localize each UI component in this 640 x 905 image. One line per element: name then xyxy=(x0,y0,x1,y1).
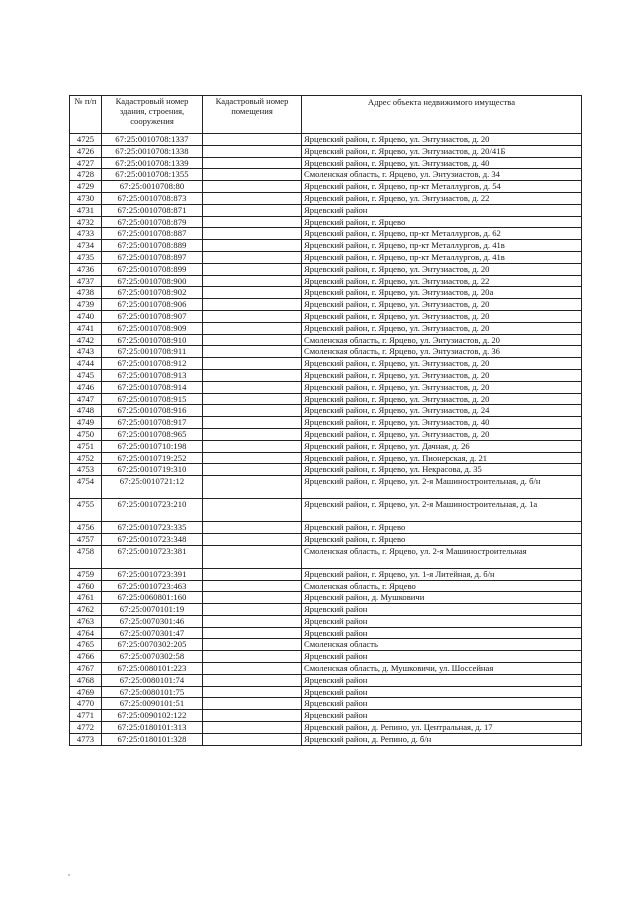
row-address: Ярцевский район, г. Ярцево, ул. Энтузиастов, д. 20 xyxy=(302,299,582,311)
table-row xyxy=(70,393,582,405)
kad-building-number: 67:25:0010708:910 xyxy=(102,334,203,346)
table-row xyxy=(70,216,582,228)
header-kad-room: Кадастровый номер помещения xyxy=(203,96,302,134)
row-address: Смоленская область, г. Ярцево, ул. Энтузиастов, д. 20 xyxy=(302,334,582,346)
row-number: 4761 xyxy=(70,592,102,604)
kad-building-number: 67:25:0080101:223 xyxy=(102,663,203,675)
table-row xyxy=(70,358,582,370)
row-number: 4730 xyxy=(70,192,102,204)
kad-room-number xyxy=(203,452,302,464)
table-row xyxy=(70,533,582,545)
row-address: Ярцевский район, г. Ярцево xyxy=(302,533,582,545)
kad-room-number xyxy=(203,580,302,592)
row-number: 4759 xyxy=(70,568,102,580)
property-register-table xyxy=(69,95,582,746)
table-row xyxy=(70,476,582,499)
kad-building-number: 67:25:0010708:900 xyxy=(102,275,203,287)
table-row xyxy=(70,228,582,240)
row-number: 4732 xyxy=(70,216,102,228)
kad-room-number xyxy=(203,275,302,287)
table-row xyxy=(70,639,582,651)
kad-room-number xyxy=(203,310,302,322)
row-number: 4736 xyxy=(70,263,102,275)
kad-building-number: 67:25:0010708:1338 xyxy=(102,145,203,157)
row-address: Ярцевский район, д. Репино, д. б/н xyxy=(302,733,582,745)
row-number: 4764 xyxy=(70,627,102,639)
kad-room-number xyxy=(203,722,302,734)
row-address: Ярцевский район, д. Репино, ул. Центральная, д. 17 xyxy=(302,722,582,734)
table-row xyxy=(70,157,582,169)
kad-room-number xyxy=(203,240,302,252)
kad-building-number: 67:25:0010708:906 xyxy=(102,299,203,311)
kad-building-number: 67:25:0010708:965 xyxy=(102,428,203,440)
kad-building-number: 67:25:0010708:907 xyxy=(102,310,203,322)
kad-room-number xyxy=(203,627,302,639)
row-number: 4746 xyxy=(70,381,102,393)
kad-building-number: 67:25:0090101:51 xyxy=(102,698,203,710)
table-row xyxy=(70,615,582,627)
kad-room-number xyxy=(203,710,302,722)
row-number: 4757 xyxy=(70,533,102,545)
row-number: 4748 xyxy=(70,405,102,417)
kad-room-number xyxy=(203,674,302,686)
row-number: 4773 xyxy=(70,733,102,745)
kad-building-number: 67:25:0010708:916 xyxy=(102,405,203,417)
table-row xyxy=(70,299,582,311)
row-address: Ярцевский район, г. Ярцево, ул. Энтузиастов, д. 20 xyxy=(302,263,582,275)
table-row xyxy=(70,263,582,275)
row-number: 4766 xyxy=(70,651,102,663)
header-num: № п/п xyxy=(70,96,102,134)
header-address: Адрес объекта недвижимого имущества xyxy=(302,96,582,134)
row-address: Ярцевский район, г. Ярцево, ул. Энтузиастов, д. 22 xyxy=(302,192,582,204)
kad-room-number xyxy=(203,651,302,663)
row-number: 4767 xyxy=(70,663,102,675)
table-row xyxy=(70,663,582,675)
row-address: Ярцевский район, г. Ярцево, ул. 2-я Машиностроительная, д. 1а xyxy=(302,499,582,522)
row-number: 4739 xyxy=(70,299,102,311)
kad-room-number xyxy=(203,733,302,745)
kad-room-number xyxy=(203,157,302,169)
table-row xyxy=(70,627,582,639)
row-address: Ярцевский район, г. Ярцево, пр-кт Металлургов, д. 41в xyxy=(302,240,582,252)
row-number: 4728 xyxy=(70,169,102,181)
row-number: 4743 xyxy=(70,346,102,358)
kad-building-number: 67:25:0010723:335 xyxy=(102,522,203,534)
kad-room-number xyxy=(203,145,302,157)
kad-building-number: 67:25:0010710:198 xyxy=(102,440,203,452)
kad-building-number: 67:25:0010708:909 xyxy=(102,322,203,334)
kad-room-number xyxy=(203,440,302,452)
row-number: 4731 xyxy=(70,204,102,216)
row-address: Ярцевский район, г. Ярцево, ул. Энтузиастов, д. 20 xyxy=(302,369,582,381)
row-address: Ярцевский район, г. Ярцево, ул. Энтузиастов, д. 40 xyxy=(302,417,582,429)
row-address: Ярцевский район, г. Ярцево xyxy=(302,522,582,534)
kad-room-number xyxy=(203,615,302,627)
kad-room-number xyxy=(203,169,302,181)
kad-building-number: 67:25:0070101:19 xyxy=(102,604,203,616)
row-address: Ярцевский район, г. Ярцево, ул. Дачная, д. 26 xyxy=(302,440,582,452)
table-row xyxy=(70,452,582,464)
row-address: Ярцевский район, г. Ярцево, ул. Энтузиастов, д. 20 xyxy=(302,393,582,405)
row-number: 4727 xyxy=(70,157,102,169)
kad-room-number xyxy=(203,346,302,358)
table-row xyxy=(70,686,582,698)
table-row xyxy=(70,651,582,663)
kad-room-number xyxy=(203,428,302,440)
row-address: Ярцевский район, г. Ярцево, пр-кт Металлургов, д. 54 xyxy=(302,181,582,193)
kad-building-number: 67:25:0010723:210 xyxy=(102,499,203,522)
kad-room-number xyxy=(203,192,302,204)
row-address: Ярцевский район, г. Ярцево, пр-кт Металлургов, д. 41в xyxy=(302,251,582,263)
row-address: Ярцевский район xyxy=(302,710,582,722)
table-row xyxy=(70,710,582,722)
kad-room-number xyxy=(203,592,302,604)
row-number: 4744 xyxy=(70,358,102,370)
kad-room-number xyxy=(203,639,302,651)
table-row xyxy=(70,440,582,452)
kad-building-number: 67:25:0010708:912 xyxy=(102,358,203,370)
table-row xyxy=(70,240,582,252)
row-number: 4747 xyxy=(70,393,102,405)
row-address: Ярцевский район, г. Ярцево, ул. 2-я Машиностроительная, д. б/н xyxy=(302,476,582,499)
row-number: 4755 xyxy=(70,499,102,522)
kad-room-number xyxy=(203,181,302,193)
table-row xyxy=(70,733,582,745)
kad-room-number xyxy=(203,369,302,381)
row-number: 4772 xyxy=(70,722,102,734)
row-number: 4735 xyxy=(70,251,102,263)
row-number: 4763 xyxy=(70,615,102,627)
row-address: Смоленская область, г. Ярцево, ул. Энтузиастов, д. 36 xyxy=(302,346,582,358)
table-row xyxy=(70,275,582,287)
kad-building-number: 67:25:0010708:902 xyxy=(102,287,203,299)
kad-building-number: 67:25:0070302:205 xyxy=(102,639,203,651)
row-number: 4740 xyxy=(70,310,102,322)
row-address: Смоленская область xyxy=(302,639,582,651)
kad-building-number: 67:25:0010723:381 xyxy=(102,545,203,568)
scan-speck xyxy=(68,874,70,876)
row-address: Ярцевский район, д. Мушковичи xyxy=(302,592,582,604)
kad-room-number xyxy=(203,228,302,240)
kad-building-number: 67:25:0180101:328 xyxy=(102,733,203,745)
row-number: 4745 xyxy=(70,369,102,381)
table-row xyxy=(70,499,582,522)
row-address: Смоленская область, г. Ярцево, ул. Энтузиастов, д. 34 xyxy=(302,169,582,181)
row-address: Ярцевский район, г. Ярцево, ул. Энтузиастов, д. 20 xyxy=(302,134,582,146)
table-row xyxy=(70,204,582,216)
row-number: 4750 xyxy=(70,428,102,440)
kad-building-number: 67:25:0010708:889 xyxy=(102,240,203,252)
row-address: Смоленская область, д. Мушковичи, ул. Шоссейная xyxy=(302,663,582,675)
kad-building-number: 67:25:0010719:310 xyxy=(102,464,203,476)
row-number: 4754 xyxy=(70,476,102,499)
table-row xyxy=(70,322,582,334)
row-address: Ярцевский район xyxy=(302,604,582,616)
table-row xyxy=(70,145,582,157)
table-row xyxy=(70,545,582,568)
kad-building-number: 67:25:0080101:74 xyxy=(102,674,203,686)
kad-building-number: 67:25:0010723:348 xyxy=(102,533,203,545)
row-number: 4738 xyxy=(70,287,102,299)
row-address: Ярцевский район, г. Ярцево, ул. Энтузиастов, д. 22 xyxy=(302,275,582,287)
kad-building-number: 67:25:0010708:915 xyxy=(102,393,203,405)
table-row xyxy=(70,568,582,580)
row-address: Ярцевский район, г. Ярцево, ул. Энтузиастов, д. 20а xyxy=(302,287,582,299)
kad-room-number xyxy=(203,568,302,580)
row-address: Ярцевский район xyxy=(302,615,582,627)
kad-room-number xyxy=(203,476,302,499)
row-number: 4758 xyxy=(70,545,102,568)
row-number: 4762 xyxy=(70,604,102,616)
kad-building-number: 67:25:0010708:873 xyxy=(102,192,203,204)
kad-building-number: 67:25:0010708:1355 xyxy=(102,169,203,181)
kad-room-number xyxy=(203,322,302,334)
kad-room-number xyxy=(203,299,302,311)
kad-room-number xyxy=(203,287,302,299)
kad-room-number xyxy=(203,263,302,275)
table-row xyxy=(70,592,582,604)
kad-building-number: 67:25:0010708:1337 xyxy=(102,134,203,146)
row-number: 4734 xyxy=(70,240,102,252)
kad-room-number xyxy=(203,604,302,616)
row-number: 4765 xyxy=(70,639,102,651)
table-row xyxy=(70,722,582,734)
row-address: Ярцевский район xyxy=(302,651,582,663)
kad-room-number xyxy=(203,216,302,228)
row-address: Ярцевский район, г. Ярцево, ул. Некрасова, д. 35 xyxy=(302,464,582,476)
kad-building-number: 67:25:0010708:914 xyxy=(102,381,203,393)
kad-building-number: 67:25:0010723:391 xyxy=(102,568,203,580)
kad-room-number xyxy=(203,251,302,263)
kad-room-number xyxy=(203,393,302,405)
kad-room-number xyxy=(203,358,302,370)
kad-building-number: 67:25:0010708:1339 xyxy=(102,157,203,169)
header-kad-building: Кадастровый номер здания, строения, сооружения xyxy=(102,96,203,134)
kad-building-number: 67:25:0060801:160 xyxy=(102,592,203,604)
kad-building-number: 67:25:0010723:463 xyxy=(102,580,203,592)
row-number: 4742 xyxy=(70,334,102,346)
row-address: Ярцевский район xyxy=(302,627,582,639)
kad-room-number xyxy=(203,464,302,476)
row-address: Смоленская область, г. Ярцево, ул. 2-я Машиностроительная xyxy=(302,545,582,568)
kad-building-number: 67:25:0010719:252 xyxy=(102,452,203,464)
row-number: 4753 xyxy=(70,464,102,476)
row-number: 4729 xyxy=(70,181,102,193)
kad-building-number: 67:25:0180101:313 xyxy=(102,722,203,734)
table-row xyxy=(70,428,582,440)
row-address: Ярцевский район, г. Ярцево, ул. Энтузиастов, д. 20 xyxy=(302,322,582,334)
kad-room-number xyxy=(203,663,302,675)
row-number: 4769 xyxy=(70,686,102,698)
row-number: 4760 xyxy=(70,580,102,592)
kad-room-number xyxy=(203,499,302,522)
table-row xyxy=(70,464,582,476)
kad-building-number: 67:25:0070302:58 xyxy=(102,651,203,663)
kad-room-number xyxy=(203,417,302,429)
row-number: 4770 xyxy=(70,698,102,710)
row-number: 4725 xyxy=(70,134,102,146)
table-row xyxy=(70,346,582,358)
table-row xyxy=(70,604,582,616)
kad-building-number: 67:25:0010708:913 xyxy=(102,369,203,381)
kad-building-number: 67:25:0070301:46 xyxy=(102,615,203,627)
kad-room-number xyxy=(203,522,302,534)
table-row xyxy=(70,580,582,592)
row-address: Ярцевский район, г. Ярцево, пр-кт Металлургов, д. 62 xyxy=(302,228,582,240)
table-row xyxy=(70,381,582,393)
kad-building-number: 67:25:0010721:12 xyxy=(102,476,203,499)
table-header-row xyxy=(70,96,582,134)
table-row xyxy=(70,417,582,429)
row-address: Смоленская область, г. Ярцево xyxy=(302,580,582,592)
row-number: 4771 xyxy=(70,710,102,722)
row-address: Ярцевский район, г. Ярцево, ул. Энтузиастов, д. 20 xyxy=(302,381,582,393)
kad-building-number: 67:25:0080101:75 xyxy=(102,686,203,698)
row-number: 4749 xyxy=(70,417,102,429)
row-address: Ярцевский район, г. Ярцево, ул. Энтузиастов, д. 20 xyxy=(302,358,582,370)
kad-building-number: 67:25:0010708:879 xyxy=(102,216,203,228)
row-address: Ярцевский район, г. Ярцево, ул. Энтузиастов, д. 20/41Б xyxy=(302,145,582,157)
row-address: Ярцевский район, г. Ярцево, ул. Энтузиастов, д. 24 xyxy=(302,405,582,417)
row-address: Ярцевский район, г. Ярцево xyxy=(302,216,582,228)
table-row xyxy=(70,369,582,381)
kad-building-number: 67:25:0010708:911 xyxy=(102,346,203,358)
table-row xyxy=(70,181,582,193)
table-body xyxy=(70,134,582,746)
row-address: Ярцевский район, г. Ярцево, ул. 1-я Литейная, д. б/н xyxy=(302,568,582,580)
table-row xyxy=(70,674,582,686)
row-address: Ярцевский район xyxy=(302,674,582,686)
row-number: 4741 xyxy=(70,322,102,334)
kad-room-number xyxy=(203,134,302,146)
kad-building-number: 67:25:0010708:871 xyxy=(102,204,203,216)
kad-building-number: 67:25:0070301:47 xyxy=(102,627,203,639)
kad-room-number xyxy=(203,334,302,346)
table-row xyxy=(70,134,582,146)
row-number: 4733 xyxy=(70,228,102,240)
row-address: Ярцевский район, г. Ярцево, ул. Энтузиастов, д. 20 xyxy=(302,428,582,440)
table-row xyxy=(70,192,582,204)
row-address: Ярцевский район, г. Ярцево, ул. Пионерская, д. 21 xyxy=(302,452,582,464)
row-address: Ярцевский район, г. Ярцево, ул. Энтузиастов, д. 20 xyxy=(302,310,582,322)
row-number: 4756 xyxy=(70,522,102,534)
row-address: Ярцевский район xyxy=(302,686,582,698)
kad-building-number: 67:25:0010708:917 xyxy=(102,417,203,429)
row-address: Ярцевский район, г. Ярцево, ул. Энтузиастов, д. 40 xyxy=(302,157,582,169)
table-row xyxy=(70,522,582,534)
table-row xyxy=(70,169,582,181)
row-number: 4737 xyxy=(70,275,102,287)
kad-room-number xyxy=(203,405,302,417)
kad-building-number: 67:25:0010708:887 xyxy=(102,228,203,240)
row-address: Ярцевский район xyxy=(302,204,582,216)
kad-room-number xyxy=(203,204,302,216)
table-row xyxy=(70,287,582,299)
kad-building-number: 67:25:0010708:897 xyxy=(102,251,203,263)
kad-building-number: 67:25:0010708:899 xyxy=(102,263,203,275)
row-number: 4768 xyxy=(70,674,102,686)
table-row xyxy=(70,251,582,263)
table-row xyxy=(70,334,582,346)
kad-room-number xyxy=(203,533,302,545)
kad-room-number xyxy=(203,545,302,568)
kad-building-number: 67:25:0090102:122 xyxy=(102,710,203,722)
table-row xyxy=(70,698,582,710)
kad-room-number xyxy=(203,381,302,393)
kad-room-number xyxy=(203,698,302,710)
kad-room-number xyxy=(203,686,302,698)
row-address: Ярцевский район xyxy=(302,698,582,710)
row-number: 4751 xyxy=(70,440,102,452)
row-number: 4726 xyxy=(70,145,102,157)
table-row xyxy=(70,405,582,417)
row-number: 4752 xyxy=(70,452,102,464)
kad-building-number: 67:25:0010708:80 xyxy=(102,181,203,193)
table-row xyxy=(70,310,582,322)
